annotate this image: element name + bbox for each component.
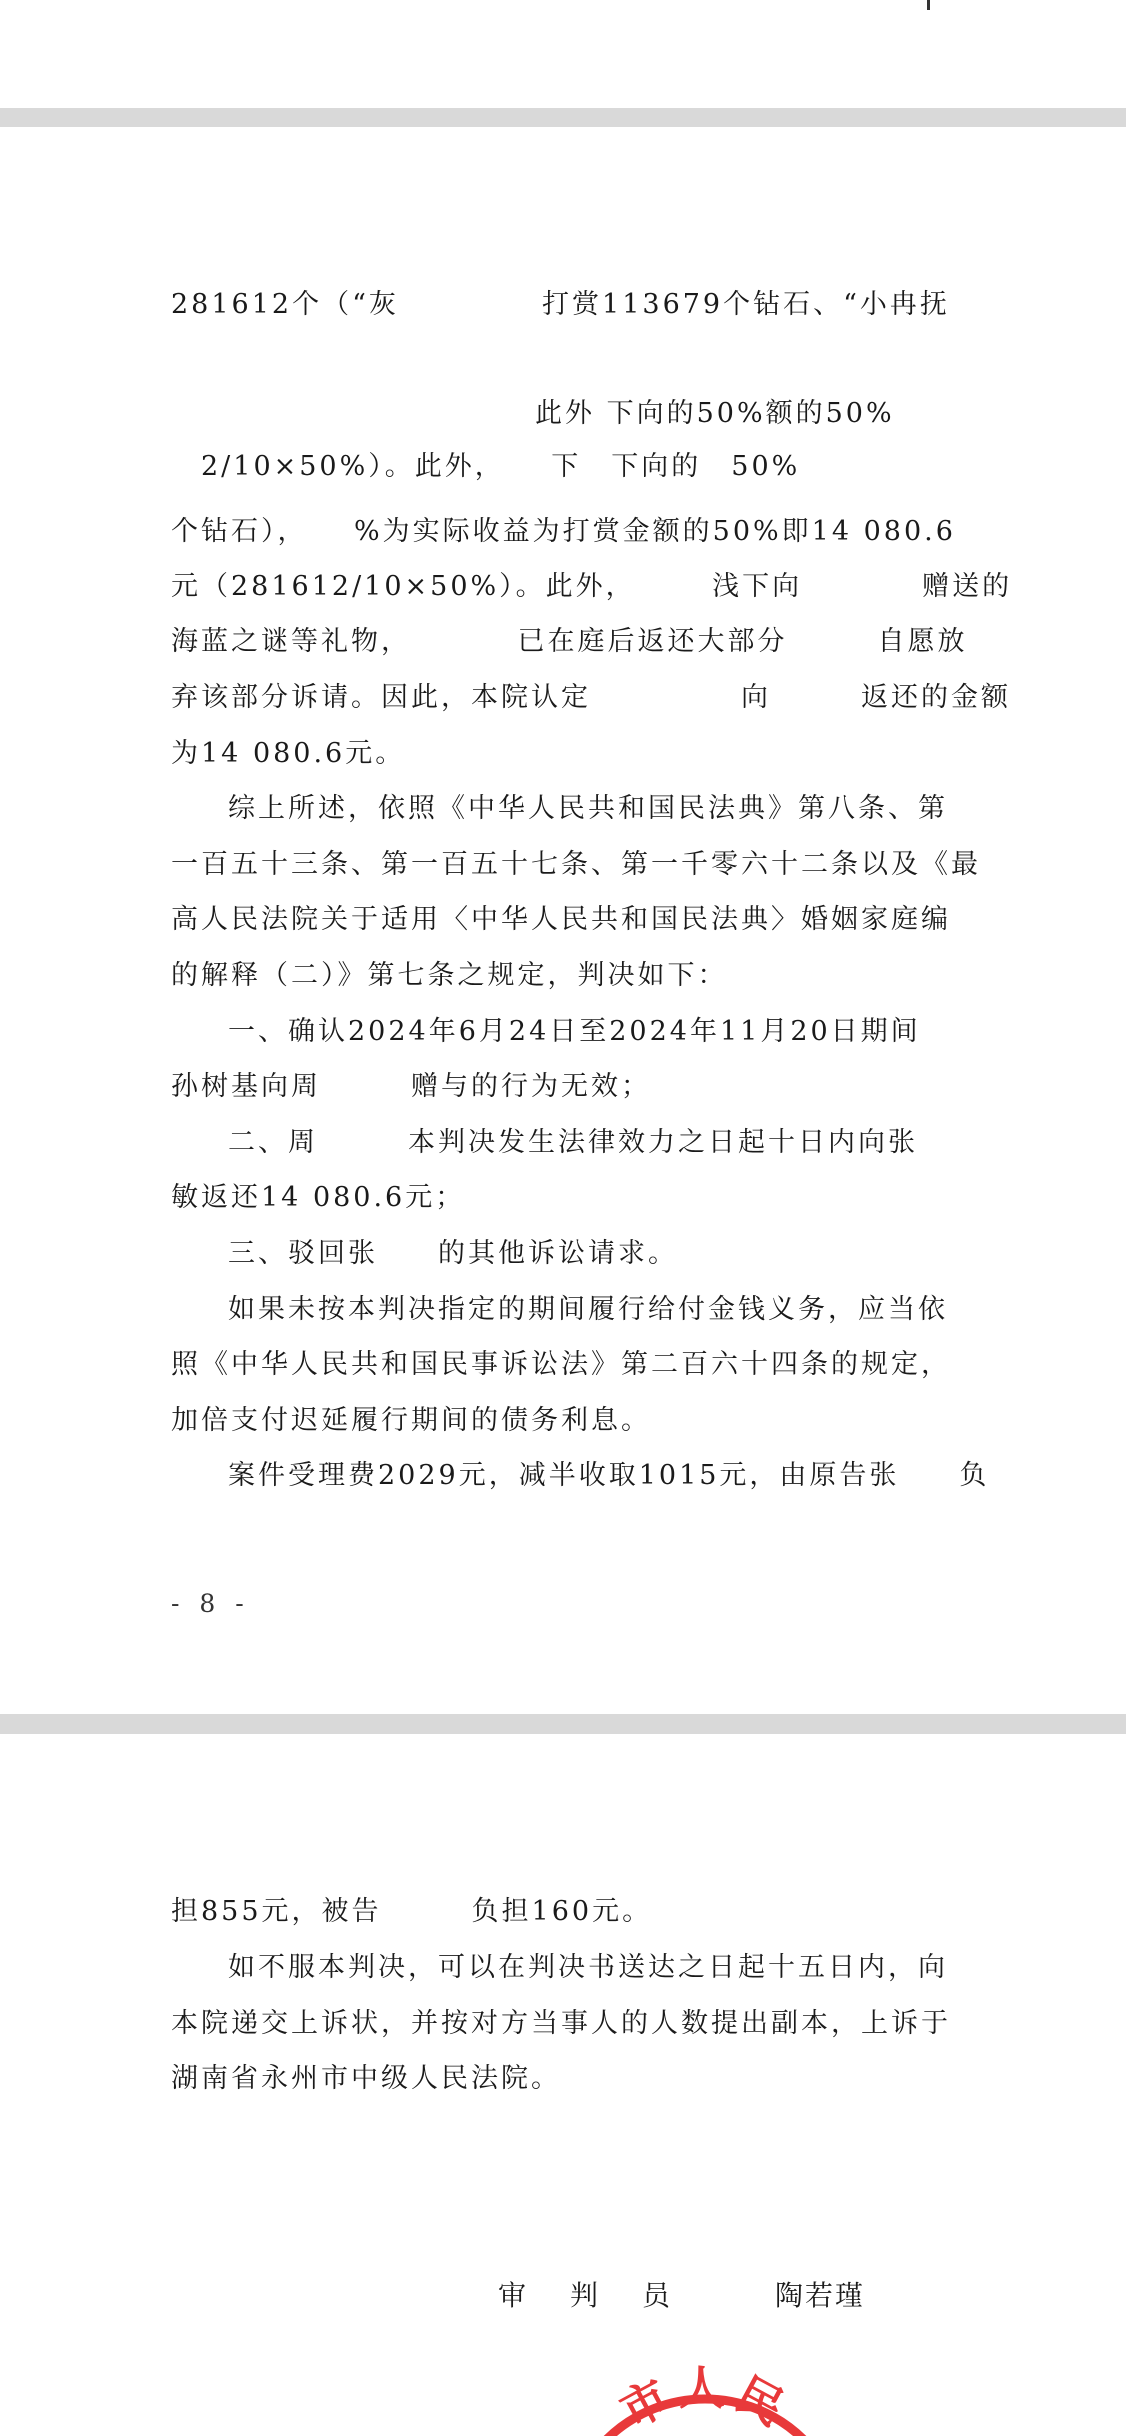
text-line: 的解释（二）》第七条之规定，判决如下：	[171, 960, 728, 991]
judge-signature-line	[498, 2274, 865, 2314]
text-line: 如不服本判决，可以在判决书送达之日起十五日内，向	[228, 1952, 948, 1983]
seal-text: 市人民	[611, 2361, 799, 2436]
text-line: 案件受理费2029元，减半收取1015元，由原告张 负	[228, 1460, 990, 1491]
page-fragment-top	[0, 0, 1126, 108]
text-line: 弃该部分诉请。因此，本院认定 向 返还的金额	[171, 682, 1011, 713]
text-line: 照《中华人民共和国民事诉讼法》第二百六十四条的规定，	[171, 1349, 951, 1380]
text-line: 担855元，被告 负担160元。	[171, 1896, 653, 1927]
text-line: 湖南省永州市中级人民法院。	[171, 2063, 561, 2094]
text-line: 三、驳回张 的其他诉讼请求。	[228, 1238, 678, 1269]
text-line: 加倍支付迟延履行期间的债务利息。	[171, 1405, 651, 1436]
page-number: - 8 -	[171, 1589, 250, 1618]
text-line: 为14 080.6元。	[171, 738, 406, 769]
text-line: 此外 下向的50%额的50%	[535, 398, 895, 429]
text-line: 本院递交上诉状，并按对方当事人的人数提出副本，上诉于	[171, 2008, 951, 2039]
text-line: 海蓝之谜等礼物， 已在庭后返还大部分 自愿放	[171, 626, 968, 657]
text-line: 高人民法院关于适用〈中华人民共和国民法典〉婚姻家庭编	[171, 904, 951, 935]
text-line: 一百五十三条、第一百五十七条、第一千零六十二条以及《最	[171, 849, 981, 880]
text-line: 二、周 本判决发生法律效力之日起十日内向张	[228, 1127, 918, 1158]
document-page-8	[0, 127, 1126, 1714]
text-line: 281612个（“灰 打赏113679个钻石、“小冉抚	[171, 289, 950, 320]
text-line: 元（281612/10×50%）。此外， 浅下向 赠送的	[171, 571, 1013, 602]
text-line: 个钻石）， %为实际收益为打赏金额的50%即14 080.6	[171, 516, 956, 547]
text-line: 一、确认2024年6月24日至2024年11月20日期间	[228, 1016, 921, 1047]
text-line: 敏返还14 080.6元；	[171, 1182, 466, 1213]
text-line: 综上所述，依照《中华人民共和国民法典》第八条、第	[228, 793, 948, 824]
text-line: 2/10×50%）。此外， 下 下向的 50%	[201, 451, 801, 482]
page-mark	[927, 0, 930, 10]
text-line: 如果未按本判决指定的期间履行给付金钱义务，应当依	[228, 1294, 948, 1325]
judge-title: 审 判 员	[498, 2279, 673, 2312]
text-line: 孙树基向周 赠与的行为无效；	[171, 1071, 651, 1102]
judge-name: 陶若瑾	[774, 2279, 865, 2312]
court-seal	[560, 2349, 850, 2436]
document-page-9	[0, 1734, 1126, 2436]
